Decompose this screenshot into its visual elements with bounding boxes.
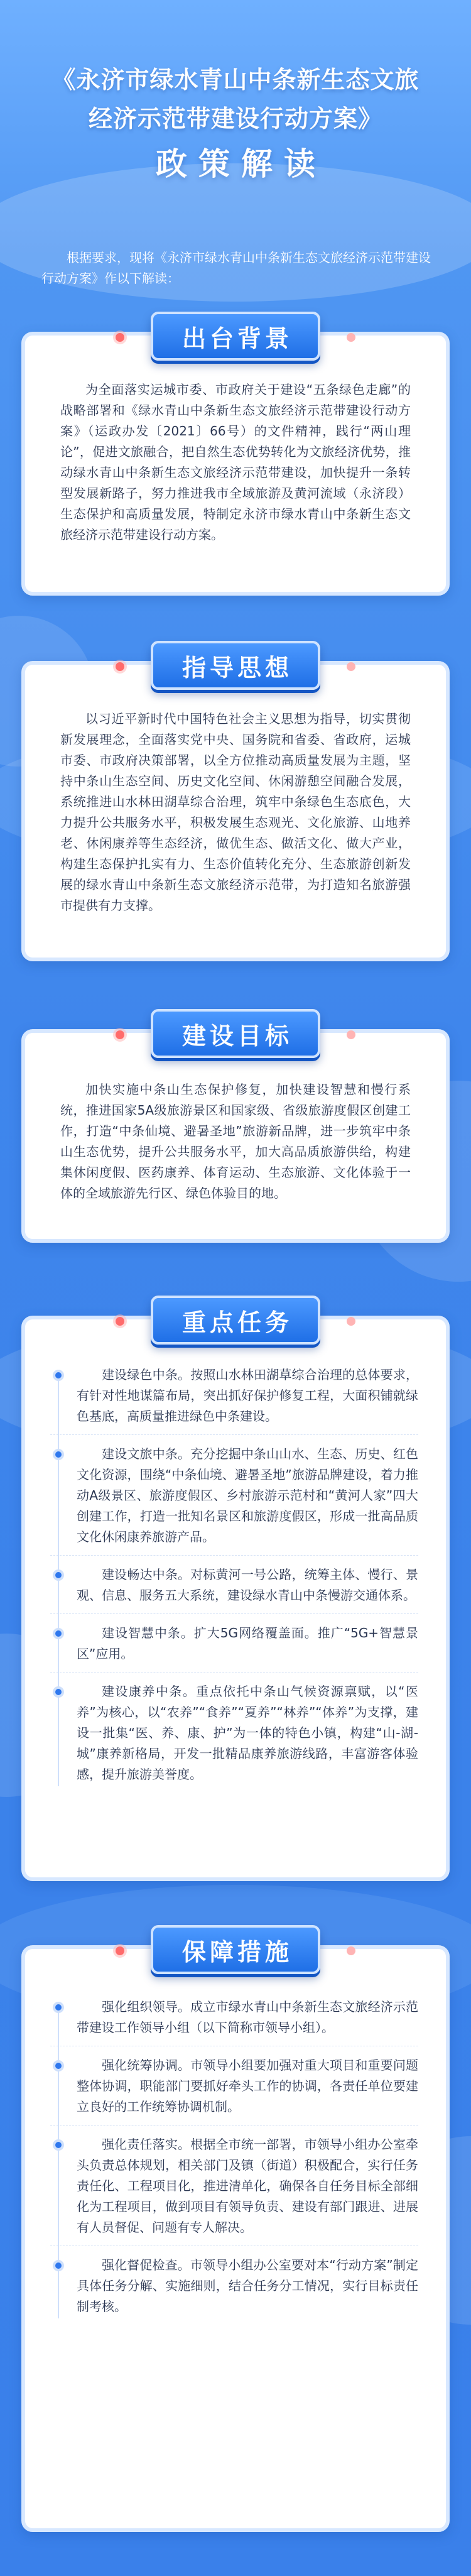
- list-item: [50, 1365, 418, 1435]
- bullet-icon: [53, 2139, 64, 2151]
- task-list: [50, 1365, 418, 1794]
- section-title: 保障措施: [181, 1938, 293, 1966]
- section-title: 指导思想: [181, 653, 293, 682]
- section-text: 加快实施中条山生态保护修复，加快建设智慧和慢行系统，推进国家5A级旅游景区和国家级、省级旅游度假区创建工作，打造“中条仙境、避暑圣地”旅游新品牌，进一步筑牢中条山生态优势，提升公共服务水平，加大高品质旅游供给，构建集休闲度假、医药康养、体育运动、生态旅游、文化体验于一体的全域旅游先行区、绿色体验目的地。: [60, 1082, 411, 1201]
- list-item: [50, 1681, 418, 1785]
- section-tab: [151, 312, 320, 361]
- bullet-icon: [53, 1569, 64, 1581]
- measure-list: [50, 1997, 418, 2326]
- list-item: [50, 2055, 418, 2126]
- section-text: 为全面落实运城市委、市政府关于建设“五条绿色走廊”的战略部署和《绿水青山中条新生态文旅经济示范带建设行动方案》（运政办发〔2021〕66号）的文件精神，践行“两山理论”，促进文旅融合，把自然生态优势转化为文旅经济优势，推动绿水青山中条新生态文旅经济示范带建设，加快提升一条转型发展新路子，努力推进我市全域旅游及黄河流域（永济段）生态保护和高质量发展，特制定永济市绿水青山中条新生态文旅经济示范带建设行动方案。: [60, 382, 411, 542]
- decorative-dot-icon: [347, 662, 355, 671]
- bullet-icon: [53, 1628, 64, 1639]
- decorative-dot-icon: [116, 1946, 124, 1955]
- section-tab: [151, 1009, 320, 1058]
- section-tab: [151, 1925, 320, 1974]
- bullet-icon: [53, 1370, 64, 1381]
- list-item-text: 强化组织领导。成立市绿水青山中条新生态文旅经济示范带建设工作领导小组（以下简称市领导小组）。: [77, 1999, 418, 2035]
- list-item-text: 强化责任落实。根据全市统一部署，市领导小组办公室牵头负责总体规划，相关部门及镇（街道）积极配合，实行任务责任化、工程项目化，推进清单化，确保各自任务目标全部细化为工程项目，做到项目有领导负责、建设有部门跟进、进展有人员督促、问题有专人解决。: [77, 2137, 418, 2235]
- decorative-dot-icon: [347, 1317, 355, 1326]
- intro-paragraph: 根据要求，现将《永济市绿水青山中条新生态文旅经济示范带建设行动方案》作以下解读：: [41, 250, 431, 286]
- section-card-safeguards: [21, 1938, 450, 2532]
- page-title-line-1: 《永济市绿水青山中条新生态文旅: [51, 66, 420, 94]
- decorative-dot-icon: [347, 1946, 355, 1955]
- section-card-guiding-ideology: [21, 653, 450, 961]
- list-item-text: 建设智慧中条。扩大5G网络覆盖面。推广“5G+智慧景区”应用。: [77, 1625, 418, 1661]
- decorative-dot-icon: [347, 333, 355, 342]
- page-subtitle: 政策解读: [156, 146, 327, 182]
- bullet-icon: [53, 2002, 64, 2013]
- section-title: 出台背景: [181, 324, 293, 352]
- list-item-text: 建设康养中条。重点依托中条山气候资源禀赋，以“医养”为核心，以“农养”“食养”“夏养”“林养”“体养”为支撑，建设一批集“医、养、康、护”为一体的特色小镇，构建“山-湖-城”康养新格局，开发一批精品康养旅游线路，丰富游客体验感，提升旅游美誉度。: [77, 1684, 418, 1782]
- decorative-dot-icon: [116, 662, 124, 671]
- page-title-line-2: 经济示范带建设行动方案》: [88, 105, 382, 133]
- section-title: 建设目标: [181, 1022, 293, 1050]
- section-tab: [151, 641, 320, 690]
- list-item-text: 强化统筹协调。市领导小组要加强对重大项目和重要问题整体协调，职能部门要抓好牵头工作的协调，各责任单位要建立良好的工作统筹协调机制。: [77, 2058, 418, 2114]
- list-item: [50, 2134, 418, 2246]
- bullet-icon: [53, 1449, 64, 1460]
- list-item-text: 建设文旅中条。充分挖掘中条山山水、生态、历史、红色文化资源，围绕“中条仙境、避暑圣地”旅游品牌建设，着力推动A级景区、旅游度假区、乡村旅游示范村和“黄河人家”四大创建工作，打造一批知名景区和旅游度假区，形成一批高品质文化休闲康养旅游产品。: [77, 1446, 418, 1544]
- section-card-goals: [21, 1022, 450, 1243]
- list-item: [50, 1997, 418, 2046]
- page-header: [0, 60, 471, 186]
- list-item: [50, 2255, 418, 2317]
- section-title: 重点任务: [181, 1308, 293, 1336]
- bullet-icon: [53, 2060, 64, 2071]
- decorative-dot-icon: [116, 333, 124, 342]
- section-text: 以习近平新时代中国特色社会主义思想为指导，切实贯彻新发展理念，全面落实党中央、国务院和省委、省政府，运城市委、市政府决策部署，以全方位推动高质量发展为主题，坚持中条山生态空间、历史文化空间、休闲游憩空间融合发展，系统推进山水林田湖草综合治理，筑牢中条绿色生态底色，大力提升公共服务水平，积极发展生态观光、文化旅游、山地养老、休闲康养等生态经济，做优生态、做活文化、做大产业，构建生态保护扎实有力、生态价值转化充分、生态旅游创新发展的绿水青山中条新生态文旅经济示范带，为打造知名旅游强市提供有力支撑。: [60, 711, 411, 913]
- list-item: [50, 1444, 418, 1556]
- bullet-icon: [53, 2260, 64, 2271]
- decorative-dot-icon: [116, 1317, 124, 1326]
- list-item-text: 建设绿色中条。按照山水林田湖草综合治理的总体要求，有针对性地谋篇布局，突出抓好保护修复工程，大面积铺就绿色基底，高质量推进绿色中条建设。: [77, 1367, 418, 1424]
- list-item: [50, 1564, 418, 1614]
- list-item: [50, 1623, 418, 1673]
- section-card-key-tasks: [21, 1308, 450, 1881]
- section-card-background: [21, 324, 450, 596]
- list-item-text: 建设畅达中条。对标黄河一号公路，统筹主体、慢行、景观、信息、服务五大系统，建设绿水青山中条慢游交通体系。: [77, 1567, 418, 1603]
- section-tab: [151, 1296, 320, 1345]
- list-item-text: 强化督促检查。市领导小组办公室要对本“行动方案”制定具体任务分解、实施细则，结合任务分工情况，实行目标责任制考核。: [77, 2257, 418, 2314]
- decorative-dot-icon: [347, 1030, 355, 1039]
- bullet-icon: [53, 1686, 64, 1698]
- decorative-dot-icon: [116, 1030, 124, 1039]
